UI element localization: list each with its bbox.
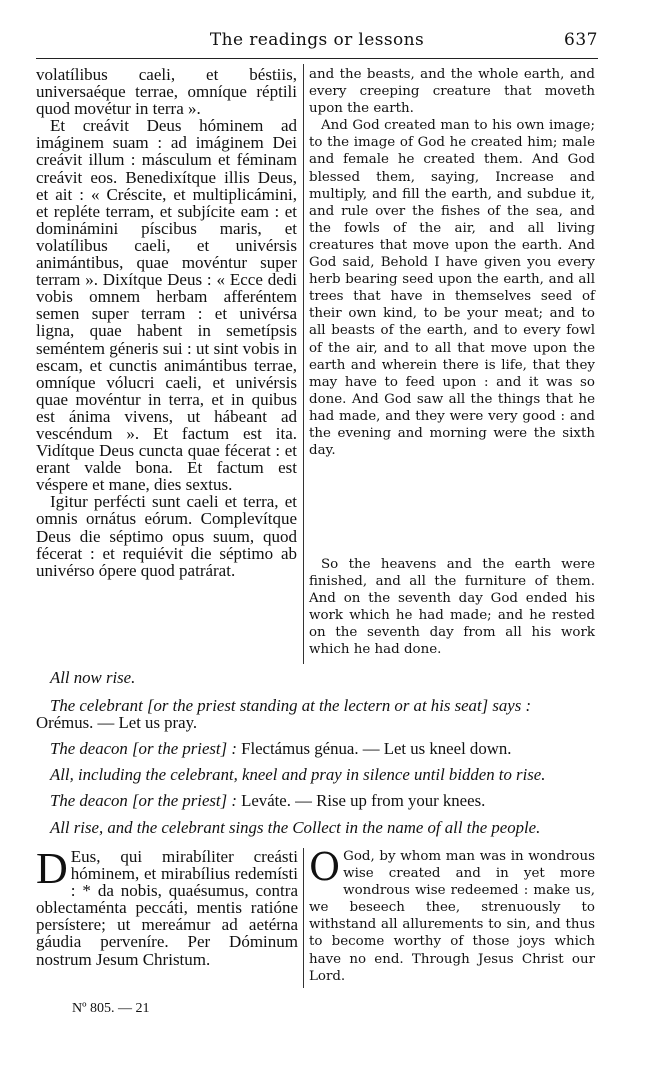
latin-column bbox=[36, 66, 297, 579]
levate-response: Leváte. — Rise up from your knees. bbox=[241, 791, 486, 810]
english-column bbox=[309, 66, 595, 459]
drop-cap: O bbox=[309, 845, 341, 889]
rubric-celebrant-prefix: The celebrant bbox=[50, 696, 147, 715]
drop-cap: D bbox=[36, 844, 68, 893]
signature-mark: Nº 805. — 21 bbox=[72, 1001, 150, 1016]
column-divider bbox=[303, 848, 304, 988]
english-column-lower bbox=[309, 556, 595, 659]
rubric-celebrant-bracket: [or the priest standing at the lectern or at his seat] bbox=[146, 696, 489, 715]
collect-english bbox=[309, 845, 595, 985]
latin-paragraph: Igitur perfécti sunt caeli et terra, et omnis ornátus eórum. Complevítque Deus die séptimo opus suum, quod fécerat : et requiévit die séptimo ab univérso ópere quod patrárat. bbox=[36, 492, 297, 580]
page-number: 637 bbox=[564, 30, 598, 50]
header-rule bbox=[36, 58, 598, 59]
collect-latin-text: Eus, qui mirabíliter creásti hóminem, et mirabílius redemísti : * da nobis, quaésumus, contra oblectaménta peccáti, mentis ratióne persístere; ut mereámur ad aetérna gáudia perveníre. Per Dóminum nostrum Jesum Christum. bbox=[36, 847, 298, 969]
latin-paragraph: volatílibus caeli, et béstiis, universaéque terrae, omníque réptili quod movétur in terra ». bbox=[36, 65, 297, 119]
latin-paragraph: Et creávit Deus hóminem ad imáginem suam : ad imáginem Dei creávit illum : másculum et féminam creávit eos. Benedixítque illis Deus, et ait : « Créscite, et multiplicámini, et repléte terram, et subjícite eam : et dominámini píscibus maris, et volatílibus caeli, et univérsis animántibus, quae movéntur super terram ». Dixítque Deus : « Ecce dedi vobis omnem herbam afferéntem semen super terram : et univérsa ligna, quae habent in semetípsis seméntem géneris sui : ut sint vobis in escam, et cunctis animántibus terrae, omníque vólucri caeli, et univérsis quae movéntur in terra, et in quibus est ánima vivens, ut hábeant ad vescéndum ». Et factum est ita. Vidítque Deus cuncta quae fécerat : et erant valde bona. Et factum est véspere et mane, dies sextus. bbox=[36, 116, 297, 495]
rubric-all-rise: All now rise. bbox=[50, 668, 136, 687]
rubric-deacon-label: The deacon [or the priest] : bbox=[50, 791, 242, 810]
rubric-deacon-kneel bbox=[50, 739, 511, 759]
collect-latin bbox=[36, 844, 298, 969]
column-divider bbox=[303, 64, 304, 664]
rubric-all-kneel: All, including the celebrant, kneel and pray in silence until bidden to rise. bbox=[50, 765, 546, 784]
rubric-deacon-rise bbox=[50, 791, 485, 811]
rubric-deacon-label: The deacon [or the priest] : bbox=[50, 739, 242, 758]
rubric-collect: All rise, and the celebrant sings the Collect in the name of all the people. bbox=[50, 818, 541, 837]
english-paragraph: and the beasts, and the whole earth, and every creeping creature that moveth upon the earth. bbox=[309, 67, 595, 117]
rubric-celebrant-says: says : bbox=[488, 696, 532, 715]
english-paragraph: So the heavens and the earth were finished, and all the furniture of them. And on the seventh day God ended his work which he had made; and he rested on the seventh day from all his work which he had done. bbox=[309, 557, 595, 658]
flectamus-response: Flectámus génua. — Let us kneel down. bbox=[241, 739, 512, 758]
english-paragraph: And God created man to his own image; to the image of God he created him; male and female he created them. And God blessed them, saying, Increase and multiply, and fill the earth, and subdue it, and rule over the fishes of the sea, and the fowls of the air, and all living creatures that move upon the earth. And God said, Behold I have given you every herb bearing seed upon the earth, and all trees that have in themselves seed of their own kind, to be your meat; and to all beasts of the earth, and to every fowl of the air, and to all that move upon the earth and wherein there is life, that they may have to feed upon : and it was so done. And God saw all the things that he had made, and they were very good : and the evening and morning were the sixth day. bbox=[309, 118, 595, 459]
oremus-response: Orémus. — Let us pray. bbox=[36, 713, 198, 732]
header-title: The readings or lessons bbox=[209, 30, 425, 50]
collect-english-text: God, by whom man was in wondrous wise created and in yet more wondrous wise redeemed : make us, we beseech thee, strenuously to withstand all allurements to sin, and thus to become worthy of those joys which have no end. Through Jesus Christ our Lord. bbox=[309, 849, 595, 984]
running-header bbox=[36, 30, 598, 52]
